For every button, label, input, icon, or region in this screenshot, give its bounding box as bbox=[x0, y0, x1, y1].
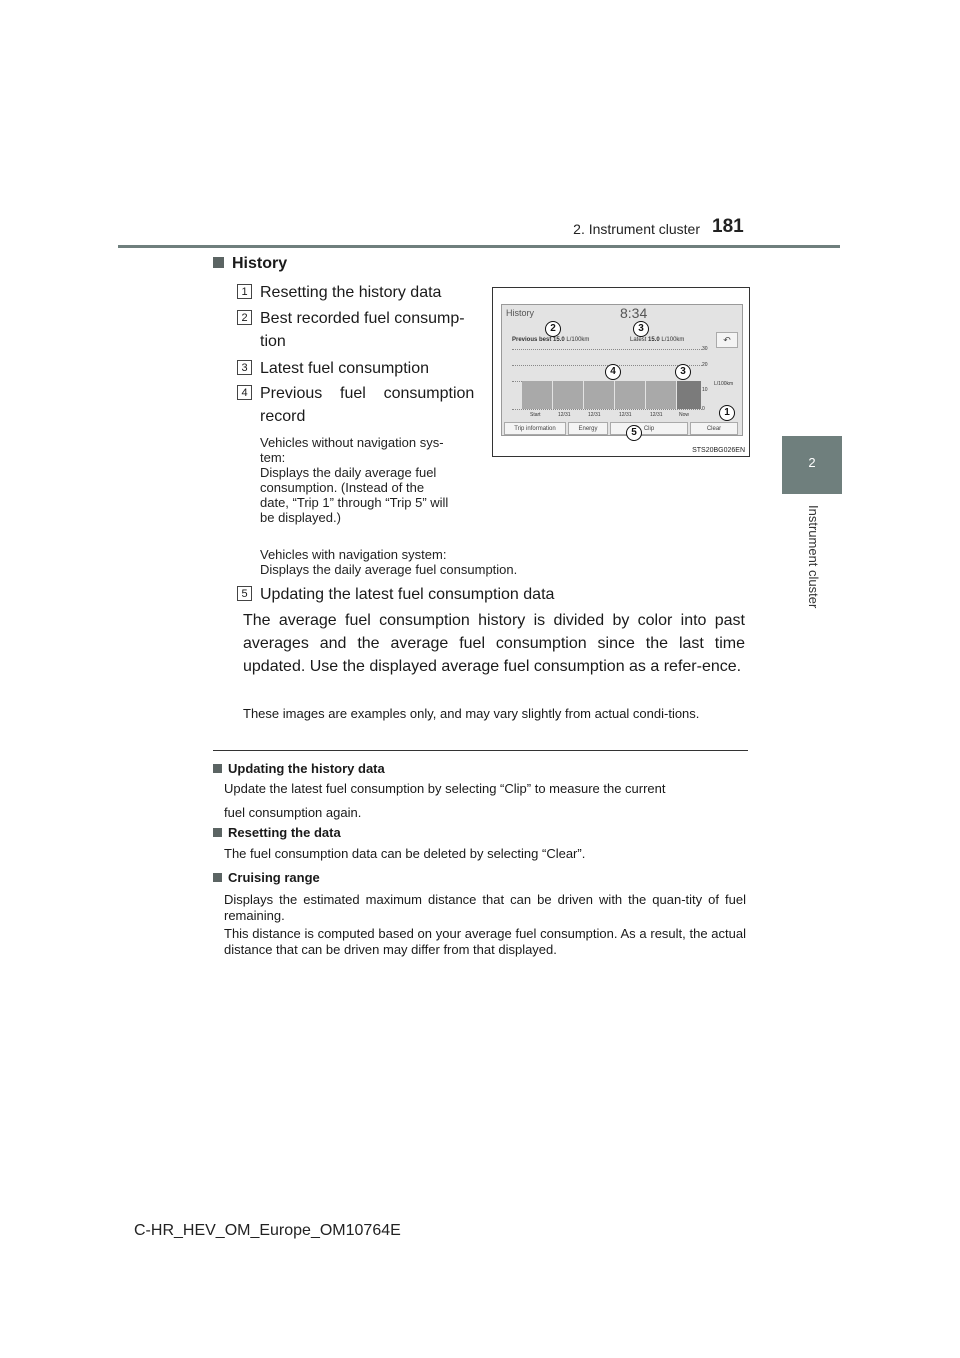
note-heading: Cruising range bbox=[213, 870, 320, 885]
item-text-cont: record bbox=[260, 408, 306, 425]
section-divider bbox=[213, 750, 748, 751]
axis-tick: 10 bbox=[702, 387, 708, 393]
item-number: 3 bbox=[237, 360, 252, 375]
history-bar-now bbox=[677, 381, 702, 409]
note-heading: Updating the history data bbox=[213, 761, 385, 776]
clear-button[interactable]: Clear bbox=[690, 422, 738, 435]
note-text: The fuel consumption data can be deleted by selecting “Clear”. bbox=[224, 846, 586, 861]
note-heading: Resetting the data bbox=[213, 825, 341, 840]
date-label: Start bbox=[530, 412, 541, 418]
latest-readout: Latest 15.0 L/100km bbox=[630, 337, 685, 343]
note-navigation: Vehicles with navigation system: Displays the daily average fuel consumption. bbox=[260, 547, 518, 577]
page-number: 181 bbox=[712, 216, 744, 237]
date-label: 12/31 bbox=[619, 412, 632, 418]
history-screen-figure bbox=[492, 287, 750, 457]
date-label: 12/31 bbox=[588, 412, 601, 418]
callout-3: 3 bbox=[633, 321, 649, 337]
item-text: Previous fuel consumption bbox=[260, 385, 475, 402]
display-screen bbox=[501, 304, 743, 436]
grid-line bbox=[512, 349, 702, 350]
item-number: 4 bbox=[237, 385, 252, 400]
note-text: Displays the estimated maximum distance that can be driven with the quan-tity of fuel remaining. bbox=[224, 892, 746, 923]
note-text: Update the latest fuel consumption by selecting “Clip” to measure the current bbox=[224, 781, 666, 796]
history-bar bbox=[615, 381, 646, 409]
section-title: 2. Instrument cluster bbox=[573, 221, 700, 237]
axis-unit: L/100km bbox=[714, 381, 734, 387]
chapter-label: Instrument cluster bbox=[806, 505, 821, 609]
screen-title: History bbox=[506, 308, 535, 318]
axis-tick: 30 bbox=[702, 346, 708, 352]
item-text: Latest fuel consumption bbox=[260, 360, 429, 377]
callout-4: 4 bbox=[605, 364, 621, 380]
bullet-square-icon bbox=[213, 257, 224, 268]
callout-5: 5 bbox=[626, 425, 642, 441]
chapter-number: 2 bbox=[808, 455, 816, 470]
history-bar bbox=[522, 381, 553, 409]
item-text: Best recorded fuel consump- bbox=[260, 310, 465, 327]
bullet-square-icon bbox=[213, 828, 222, 837]
item-number: 5 bbox=[237, 586, 252, 601]
item-text-cont: tion bbox=[260, 333, 286, 350]
date-label: 12/31 bbox=[558, 412, 571, 418]
callout-3: 3 bbox=[675, 364, 691, 380]
screen-clock: 8:34 bbox=[620, 305, 648, 321]
header-rule bbox=[118, 245, 840, 248]
disclaimer: These images are examples only, and may vary slightly from actual condi-tions. bbox=[243, 706, 700, 721]
history-paragraph: The average fuel consumption history is divided by color into past averages and the average fuel consumption since the last time updated. Use the displayed average fuel consumption as a refer-ence. bbox=[243, 612, 745, 675]
note-text: fuel consumption again. bbox=[224, 805, 362, 820]
note-text: This distance is computed based on your average fuel consumption. As a result, the actual distance that can be driven may differ from that displayed. bbox=[224, 926, 746, 957]
item-text: Updating the latest fuel consumption data bbox=[260, 586, 555, 603]
date-label: Now bbox=[679, 412, 690, 418]
note-no-navigation: Vehicles without navigation sys- tem: Displays the daily average fuel consumption. (Instead of the date, “Trip 1” through “Trip 5” will be displayed.) bbox=[260, 435, 449, 525]
callout-2: 2 bbox=[545, 321, 561, 337]
history-bar bbox=[553, 381, 584, 409]
trip-information-button[interactable]: Trip information bbox=[504, 422, 566, 435]
axis-tick: 0 bbox=[702, 406, 705, 412]
date-label: 12/31 bbox=[650, 412, 663, 418]
return-arrow-icon[interactable]: ↶ bbox=[716, 332, 738, 348]
energy-button[interactable]: Energy bbox=[568, 422, 608, 435]
bullet-square-icon bbox=[213, 873, 222, 882]
figure-code: STS20BG026EN bbox=[692, 447, 745, 454]
history-bar bbox=[646, 381, 677, 409]
callout-1: 1 bbox=[719, 405, 735, 421]
bullet-square-icon bbox=[213, 764, 222, 773]
item-text: Resetting the history data bbox=[260, 284, 442, 301]
axis-tick: 20 bbox=[702, 362, 708, 368]
grid-line bbox=[512, 409, 702, 410]
previous-best-readout: Previous best 15.0 L/100km bbox=[512, 337, 590, 343]
item-number: 1 bbox=[237, 284, 252, 299]
clip-button[interactable]: Clip bbox=[610, 422, 688, 435]
document-code: C-HR_HEV_OM_Europe_OM10764E bbox=[134, 1222, 401, 1239]
history-heading: History bbox=[213, 255, 287, 273]
history-bar bbox=[584, 381, 615, 409]
item-number: 2 bbox=[237, 310, 252, 325]
